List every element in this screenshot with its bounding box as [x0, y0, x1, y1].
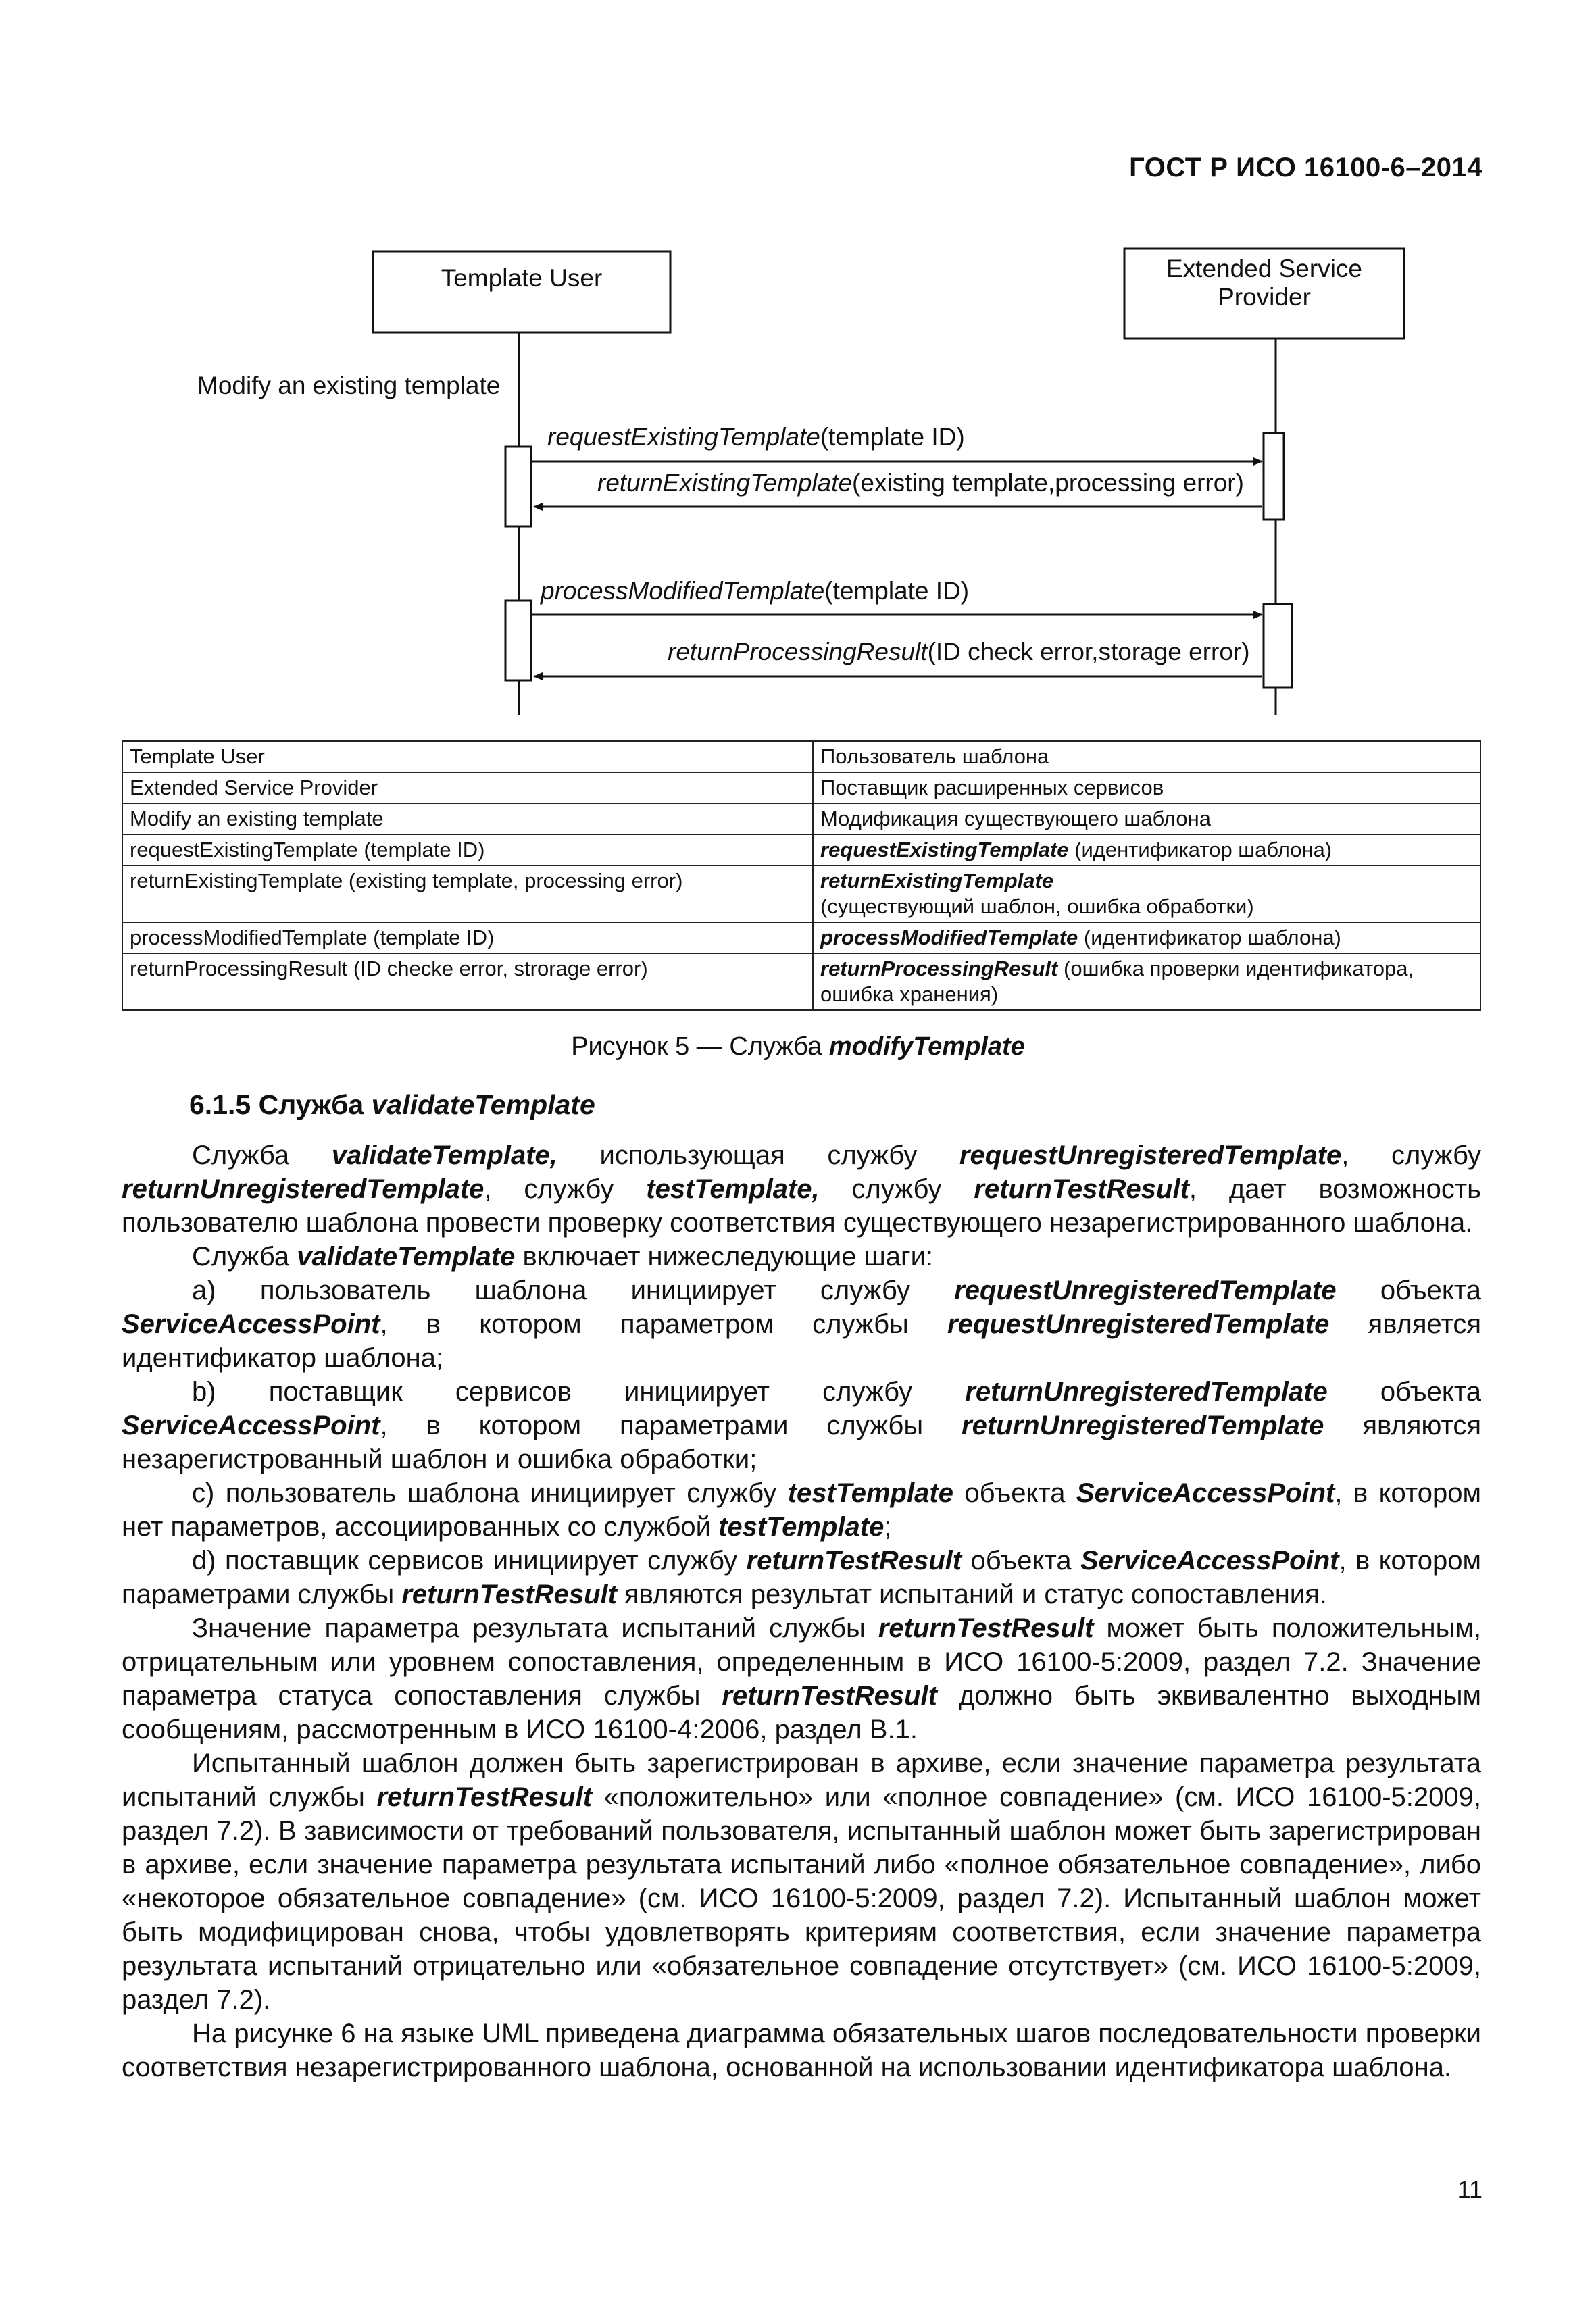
message-name: requestExistingTemplate [547, 423, 820, 451]
table-cell-en: Modify an existing template [122, 803, 813, 834]
table-cell-en: returnProcessingResult (ID checke error, strorage error) [122, 953, 813, 1010]
service-args: (ошибка проверки идентификатора, ошибка хранения) [820, 957, 1414, 1006]
text-run: использующая службу [557, 1140, 959, 1170]
text-run: объекта [1327, 1377, 1481, 1407]
actor-label-service-provider-line1: Extended Service [1166, 255, 1362, 282]
service-name: returnUnregisteredTemplate [965, 1377, 1328, 1407]
message-name: returnExistingTemplate [597, 469, 853, 497]
message-label-4 [668, 638, 1250, 666]
sequence-diagram [0, 0, 1596, 730]
text-run: объекта [962, 1546, 1080, 1576]
caption-service-name: modifyTemplate [828, 1032, 1025, 1061]
table-cell-en: processModifiedTemplate (template ID) [122, 922, 813, 953]
table-row [122, 953, 1480, 1010]
service-name: ServiceAccessPoint [122, 1411, 380, 1440]
message-name: processModifiedTemplate [541, 577, 825, 605]
text-run: , в котором нет параметров, ассоциированных со службой [122, 1478, 1481, 1542]
text-run: являются незарегистрованный шаблон и ошибка обработки; [122, 1411, 1482, 1474]
caption-prefix: Рисунок 5 — Служба [571, 1032, 829, 1061]
text-run: , в котором параметрами службы [122, 1546, 1481, 1609]
service-name: returnTestResult [878, 1613, 1094, 1643]
text-run: Служба [192, 1242, 297, 1272]
table-row [122, 922, 1480, 953]
text-run: Значение параметра результата испытаний службы [192, 1613, 878, 1643]
table-cell-en: Extended Service Provider [122, 772, 813, 803]
paragraph [122, 1746, 1481, 2017]
table-cell-ru [813, 834, 1480, 865]
text-run: c) пользователь шаблона инициирует службу [192, 1478, 788, 1508]
text-run: являются результат испытаний и статус сопоставления. [616, 1580, 1327, 1609]
table-cell-ru [813, 865, 1480, 922]
service-name: returnTestResult [722, 1681, 937, 1711]
service-name: returnUnregisteredTemplate [962, 1411, 1324, 1440]
service-name: requestUnregisteredTemplate [947, 1309, 1330, 1339]
service-name: processModifiedTemplate [820, 926, 1078, 949]
table-row [122, 772, 1480, 803]
text-run: d) поставщик сервисов инициирует службу [192, 1546, 747, 1576]
text-run: ; [884, 1512, 892, 1542]
table-row [122, 741, 1480, 772]
service-name: returnExistingTemplate [820, 869, 1054, 892]
activation-right-2 [1264, 604, 1292, 688]
text-run: может быть положительным, отрицательным или уровнем сопоставления, определенным в ИСО 16100-5:2009, раздел 7.2. Значение параметра статуса сопоставления службы [122, 1613, 1481, 1711]
text-run: На рисунке 6 на языке UML приведена диаграмма обязательных шагов последовательности проверки соответствия незарегистрированного шаблона, основанной на использовании идентификатора шаблона. [122, 2019, 1481, 2082]
paragraph [122, 1240, 1481, 1274]
table-cell-en: requestExistingTemplate (template ID) [122, 834, 813, 865]
service-name: testTemplate [718, 1512, 884, 1542]
text-run: должно быть эквивалентно выходным сообщениям, рассмотренным в ИСО 16100-4:2006, раздел В.1. [122, 1681, 1481, 1744]
section-number-title: 6.1.5 Служба [189, 1089, 372, 1120]
service-args: (идентификатор шаблона) [1078, 926, 1341, 949]
text-run: Служба [192, 1140, 332, 1170]
table-cell-ru: Поставщик расширенных сервисов [813, 772, 1480, 803]
text-run: включает нижеследующие шаги: [515, 1242, 934, 1272]
table-cell-ru: Пользователь шаблона [813, 741, 1480, 772]
list-item [122, 1476, 1481, 1544]
table-row [122, 834, 1480, 865]
message-name: returnProcessingResult [668, 638, 928, 665]
service-name: returnTestResult [746, 1546, 962, 1576]
list-item [122, 1544, 1481, 1611]
list-item [122, 1375, 1481, 1476]
scenario-label: Modify an existing template [197, 372, 501, 399]
list-item [122, 1274, 1481, 1375]
text-run: объекта [1336, 1276, 1481, 1305]
service-name: returnTestResult [974, 1174, 1189, 1204]
text-run: , в котором параметрами службы [380, 1411, 962, 1440]
text-run: , службу [484, 1174, 647, 1204]
figure-caption [0, 1032, 1596, 1061]
table-cell-ru [813, 953, 1480, 1010]
text-run: b) поставщик сервисов инициирует службу [192, 1377, 966, 1407]
table-cell-en: Template User [122, 741, 813, 772]
service-name: returnUnregisteredTemplate [122, 1174, 484, 1204]
text-run: Испытанный шаблон должен быть зарегистрирован в архиве, если значение параметра результата испытаний службы [122, 1749, 1481, 1812]
service-name: testTemplate, [646, 1174, 820, 1204]
table-cell-en: returnExistingTemplate (existing template, processing error) [122, 865, 813, 922]
table-cell-ru [813, 922, 1480, 953]
activation-right-1 [1264, 433, 1284, 520]
service-args: (существующий шаблон, ошибка обработки) [820, 895, 1254, 918]
translation-table [122, 740, 1481, 1011]
section-service-name: validateTemplate [371, 1089, 595, 1120]
service-name: ServiceAccessPoint [1080, 1546, 1339, 1576]
service-name: returnProcessingResult [820, 957, 1058, 980]
table-row [122, 803, 1480, 834]
section-heading [189, 1089, 595, 1121]
service-name: validateTemplate [297, 1242, 516, 1272]
service-args: (идентификатор шаблона) [1068, 838, 1332, 861]
text-run: , дает возможность пользователю шаблона провести проверку соответствия существующего незарегистрированного шаблона. [122, 1174, 1481, 1238]
text-run: «положительно» или «полное совпадение» (см. ИСО 16100-5:2009, раздел 7.2). В зависимости от требований пользователя, испытанный шаблон может быть зарегистрирован в архиве, если значение параметра результата испытаний либо «полное обязательное совпадение», либо «некоторое обязательное совпадение» (см. ИСО 16100-5:2009, раздел 7.2). Испытанный шаблон может быть модифицирован снова, чтобы удовлетворять критериям соответствия, если значение параметра результата испытаний отрицательно или «обязательное совпадение отсутствует» (см. ИСО 16100-5:2009, раздел 7.2). [122, 1782, 1482, 2015]
document-header: ГОСТ Р ИСО 16100-6–2014 [1129, 153, 1482, 182]
sequence-diagram-graphics [0, 0, 1596, 730]
table-row [122, 865, 1480, 922]
service-name: requestUnregisteredTemplate [959, 1140, 1342, 1170]
service-name: returnTestResult [376, 1782, 593, 1812]
message-args: (template ID) [820, 423, 965, 451]
message-label-2 [597, 469, 1244, 497]
service-name: returnTestResult [401, 1580, 617, 1609]
service-name: requestExistingTemplate [820, 838, 1069, 861]
message-label-1 [547, 423, 965, 451]
actor-label-template-user: Template User [441, 264, 603, 292]
message-args: (template ID) [824, 577, 970, 605]
service-name: ServiceAccessPoint [122, 1309, 380, 1339]
activation-left-1 [505, 447, 531, 526]
page-number: 11 [1457, 2175, 1482, 2203]
service-name: testTemplate [787, 1478, 953, 1508]
text-run: а) пользователь шаблона инициирует службу [192, 1276, 955, 1305]
actor-label-service-provider-line2: Provider [1218, 283, 1311, 311]
message-args: (existing template,processing error) [852, 469, 1244, 497]
body-text [122, 1138, 1481, 2084]
activation-left-2 [505, 601, 531, 680]
message-args: (ID check error,storage error) [927, 638, 1250, 665]
service-name: validateTemplate, [331, 1140, 557, 1170]
paragraph [122, 2017, 1481, 2084]
table-cell-ru: Модификация существующего шаблона [813, 803, 1480, 834]
message-label-3 [541, 577, 969, 605]
service-name: requestUnregisteredTemplate [954, 1276, 1337, 1305]
text-run: , в котором параметром службы [380, 1309, 947, 1339]
text-run: является идентификатор шаблона; [122, 1309, 1481, 1373]
text-run: объекта [953, 1478, 1076, 1508]
paragraph [122, 1138, 1481, 1240]
paragraph [122, 1611, 1481, 1746]
service-name: ServiceAccessPoint [1076, 1478, 1335, 1508]
text-run: службу [819, 1174, 974, 1204]
text-run: , службу [1341, 1140, 1481, 1170]
